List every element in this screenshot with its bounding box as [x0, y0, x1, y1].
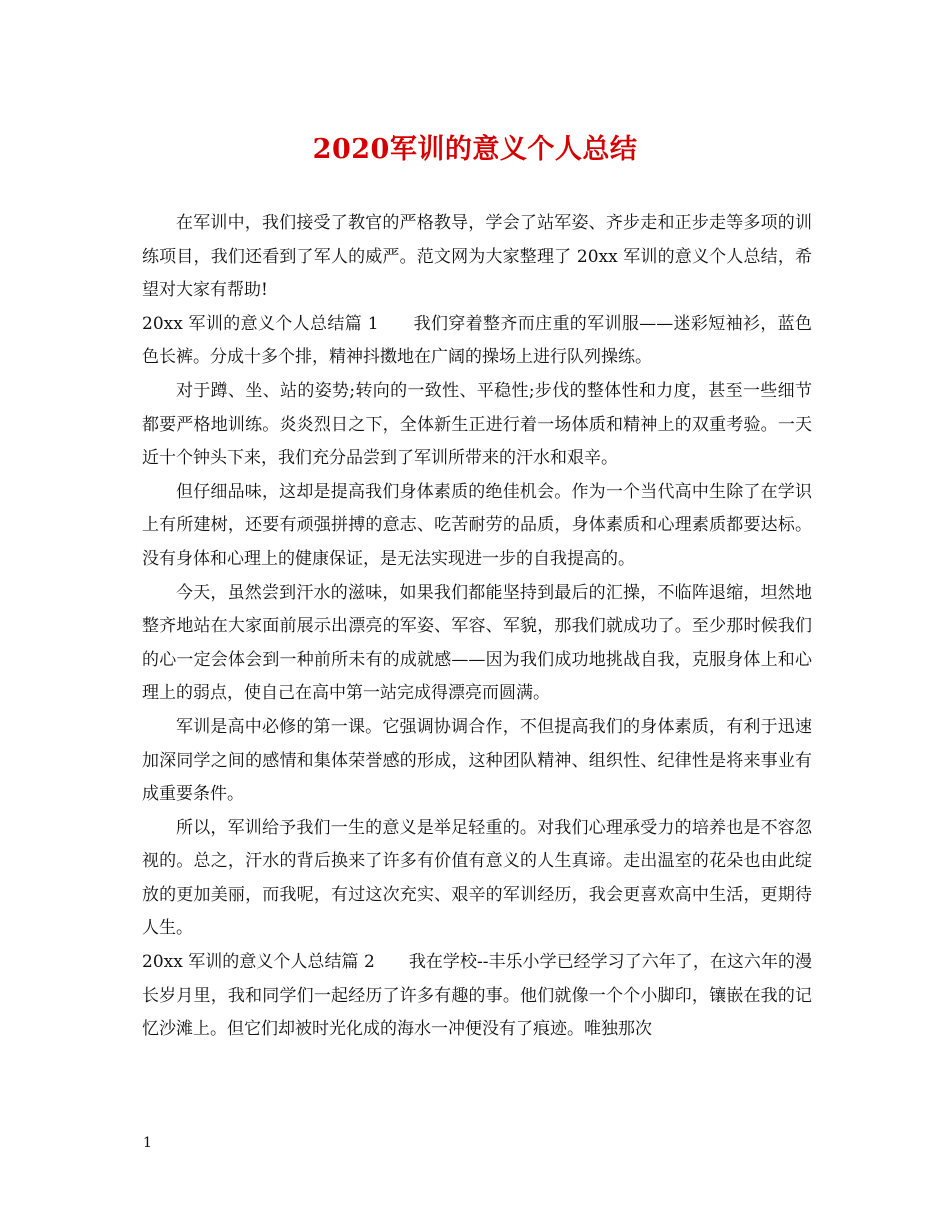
paragraph: 军训是高中必修的第一课。它强调协调合作，不但提高我们的身体素质，有利于迅速加深同学之间的感情和集体荣誉感的形成，这种团队精神、组织性、纪律性是将来事业有成重要条件。 [142, 716, 812, 805]
paragraph: 今天，虽然尝到汗水的滋味，如果我们都能坚持到最后的汇操，不临阵退缩，坦然地整齐地站在大家面前展示出漂亮的军姿、军容、军貌，那我们就成功了。至少那时候我们的心一定会体会到一种前所未有的成就感——因为我们成功地挑战自我，克服身体上和心理上的弱点，使自己在高中第一站完成得漂亮而圆满。 [142, 582, 812, 704]
paragraph: 对于蹲、坐、站的姿势;转向的一致性、平稳性;步伐的整体性和力度，甚至一些细节都要严格地训练。炎炎烈日之下，全体新生正进行着一场体质和精神上的双重考验。一天近十个钟头下来，我们充分品尝到了军训所带来的汗水和艰辛。 [142, 380, 812, 469]
paragraph-section-1-heading: 20xx 军训的意义个人总结篇 1 我们穿着整齐而庄重的军训服——迷彩短袖衫，蓝色色长裤。分成十多个排，精神抖擞地在广阔的操场上进行队列操练。 [142, 313, 812, 368]
page-title: 2020军训的意义个人总结 [312, 134, 638, 165]
paragraph-intro: 在军训中，我们接受了教官的严格教导，学会了站军姿、齐步走和正步走等多项的训练项目，我们还看到了军人的威严。范文网为大家整理了 20xx 军训的意义个人总结，希望对大家有帮助! [142, 213, 812, 301]
document-body [142, 207, 812, 1047]
page-number: 1 [143, 1135, 152, 1151]
paragraph: 但仔细品味，这却是提高我们身体素质的绝佳机会。作为一个当代高中生除了在学识上有所建树，还要有顽强拼搏的意志、吃苦耐劳的品质，身体素质和心理素质都要达标。没有身体和心理上的健康保证，是无法实现进一步的自我提高的。 [142, 481, 812, 569]
paragraph: 所以，军训给予我们一生的意义是举足轻重的。对我们心理承受力的培养也是不容忽视的。总之，汗水的背后换来了许多有价值有意义的人生真谛。走出温室的花朵也由此绽放的更加美丽，而我呢，有过这次充实、艰辛的军训经历，我会更喜欢高中生活，更期待人生。 [142, 817, 812, 939]
paragraph-section-2-heading: 20xx 军训的意义个人总结篇 2 我在学校--丰乐小学已经学习了六年了，在这六年的漫长岁月里，我和同学们一起经历了许多有趣的事。他们就像一个个小脚印，镶嵌在我的记忆沙滩上。但它们却被时光化成的海水一冲便没有了痕迹。唯独那次 [142, 952, 812, 1040]
